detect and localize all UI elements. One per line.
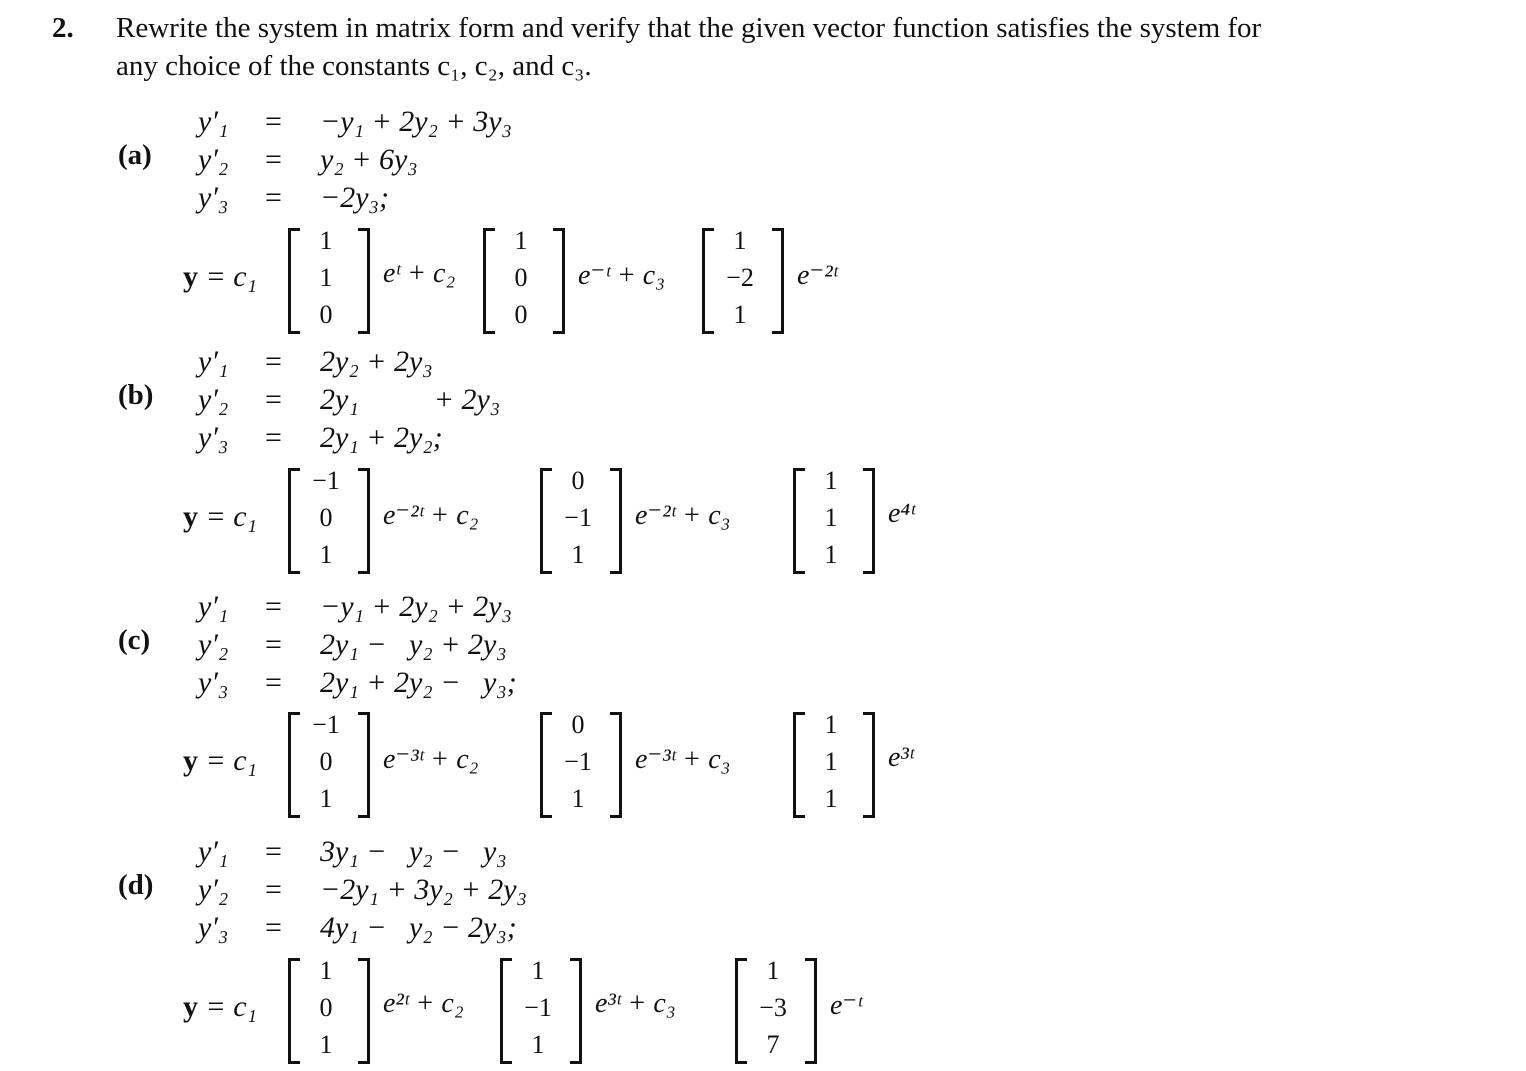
vector-entry: 1: [824, 710, 838, 739]
equals-sign: =: [265, 873, 282, 906]
equation-lhs: y′₂: [198, 143, 229, 176]
constant-c1: = c₁: [198, 260, 257, 293]
right-bracket: [358, 712, 370, 818]
equation-rhs: 2y₁ + 2y₂;: [320, 421, 443, 454]
equals-sign: =: [265, 383, 282, 416]
problem-statement-line1: Rewrite the system in matrix form and verify that the given vector function satisfies the system for: [116, 12, 1262, 44]
vector-entry: 1: [319, 784, 333, 813]
equation-rhs: 2y₁ − y₂ + 2y₃: [320, 628, 507, 661]
vector-entry: 1: [319, 1030, 333, 1059]
equation-lhs: y′₂: [198, 383, 229, 416]
solution-term: e⁻²ᵗ + c₂: [383, 500, 479, 531]
vector-entry: 0: [319, 503, 333, 532]
right-bracket: [863, 468, 875, 574]
equation-lhs: y′₃: [198, 421, 229, 454]
solution-term: eᵗ + c₂: [383, 258, 456, 289]
equals-sign: =: [265, 421, 282, 454]
equation-rhs: −y₁ + 2y₂ + 3y₃: [320, 105, 512, 138]
part-label: (a): [118, 139, 152, 171]
equation-rhs: −2y₃;: [320, 181, 389, 214]
vector-entry: −1: [564, 503, 592, 532]
equation-rhs: 2y₁ + 2y₂ − y₃;: [320, 666, 517, 699]
vector-entry: 1: [319, 540, 333, 569]
part-label: (d): [118, 869, 154, 901]
equals-sign: =: [265, 666, 282, 699]
right-bracket: [570, 958, 582, 1064]
solution-term: e⁻³ᵗ + c₂: [383, 744, 479, 775]
equation-rhs: −2y₁ + 3y₂ + 2y₃: [320, 873, 527, 906]
vector-y: y: [183, 744, 198, 777]
vector-entry: 1: [571, 784, 585, 813]
solution-term: e⁴ᵗ: [888, 498, 915, 529]
equation-lhs: y′₃: [198, 666, 229, 699]
vector-entry: −3: [759, 993, 787, 1022]
equals-sign: =: [265, 345, 282, 378]
equation-lhs: y′₂: [198, 873, 229, 906]
vector-entry: 1: [733, 300, 747, 329]
equation-rhs: −y₁ + 2y₂ + 2y₃: [320, 590, 512, 623]
vector-entry: 0: [571, 466, 585, 495]
vector-entry: 0: [319, 300, 333, 329]
vector-entry: 1: [531, 956, 545, 985]
right-bracket: [610, 712, 622, 818]
solution-term: e³ᵗ + c₃: [595, 988, 676, 1019]
vector-entry: 1: [824, 466, 838, 495]
right-bracket: [805, 958, 817, 1064]
equals-sign: =: [265, 835, 282, 868]
vector-entry: 1: [319, 263, 333, 292]
equation-lhs: y′₃: [198, 911, 229, 944]
vector-entry: 1: [824, 747, 838, 776]
equals-sign: =: [265, 590, 282, 623]
constant-c1: = c₁: [198, 744, 257, 777]
problem-number: 2.: [52, 12, 74, 44]
vector-entry: 1: [733, 226, 747, 255]
equals-sign: =: [265, 105, 282, 138]
right-bracket: [772, 228, 784, 334]
problem-statement-line2: any choice of the constants c₁, c₂, and c₃.: [116, 50, 592, 82]
vector-entry: 1: [824, 503, 838, 532]
equation-rhs: 2y₁ + 2y₃: [320, 383, 501, 416]
solution-term: e⁻²ᵗ + c₃: [635, 500, 731, 531]
vector-entry: 1: [319, 956, 333, 985]
equals-sign: =: [265, 143, 282, 176]
vector-entry: 0: [319, 747, 333, 776]
solution-prefix: [183, 260, 257, 294]
vector-entry: 1: [514, 226, 528, 255]
vector-entry: −1: [312, 710, 340, 739]
solution-term: e⁻³ᵗ + c₃: [635, 744, 731, 775]
solution-term: e³ᵗ: [888, 742, 914, 773]
vector-y: y: [183, 990, 198, 1023]
constant-c1: = c₁: [198, 500, 257, 533]
solution-term: e⁻ᵗ + c₃: [578, 260, 665, 291]
right-bracket: [610, 468, 622, 574]
vector-entry: −1: [524, 993, 552, 1022]
vector-entry: −2: [726, 263, 754, 292]
right-bracket: [358, 468, 370, 574]
constant-c1: = c₁: [198, 990, 257, 1023]
vector-entry: −1: [564, 747, 592, 776]
vector-entry: 7: [766, 1030, 780, 1059]
vector-y: y: [183, 260, 198, 293]
equals-sign: =: [265, 911, 282, 944]
vector-entry: 1: [766, 956, 780, 985]
equation-lhs: y′₂: [198, 628, 229, 661]
equation-lhs: y′₁: [198, 590, 229, 623]
part-label: (c): [118, 624, 151, 656]
vector-entry: −1: [312, 466, 340, 495]
vector-entry: 1: [571, 540, 585, 569]
vector-entry: 1: [531, 1030, 545, 1059]
solution-term: e⁻²ᵗ: [797, 260, 838, 291]
vector-entry: 1: [824, 784, 838, 813]
right-bracket: [358, 958, 370, 1064]
vector-entry: 0: [319, 993, 333, 1022]
equation-lhs: y′₁: [198, 345, 229, 378]
equation-rhs: y₂ + 6y₃: [320, 143, 418, 176]
equals-sign: =: [265, 181, 282, 214]
equation-lhs: y′₁: [198, 105, 229, 138]
right-bracket: [863, 712, 875, 818]
equation-lhs: y′₃: [198, 181, 229, 214]
vector-entry: 0: [514, 300, 528, 329]
equation-lhs: y′₁: [198, 835, 229, 868]
equation-rhs: 2y₂ + 2y₃: [320, 345, 433, 378]
part-label: (b): [118, 379, 154, 411]
right-bracket: [358, 228, 370, 334]
vector-entry: 1: [319, 226, 333, 255]
solution-prefix: [183, 990, 257, 1024]
solution-term: e⁻ᵗ: [830, 990, 862, 1021]
solution-term: e²ᵗ + c₂: [383, 988, 464, 1019]
vector-entry: 1: [824, 540, 838, 569]
equation-rhs: 3y₁ − y₂ − y₃: [320, 835, 507, 868]
solution-prefix: [183, 500, 257, 534]
vector-entry: 0: [514, 263, 528, 292]
equation-rhs: 4y₁ − y₂ − 2y₃;: [320, 911, 517, 944]
right-bracket: [553, 228, 565, 334]
solution-prefix: [183, 744, 257, 778]
vector-y: y: [183, 500, 198, 533]
equals-sign: =: [265, 628, 282, 661]
vector-entry: 0: [571, 710, 585, 739]
